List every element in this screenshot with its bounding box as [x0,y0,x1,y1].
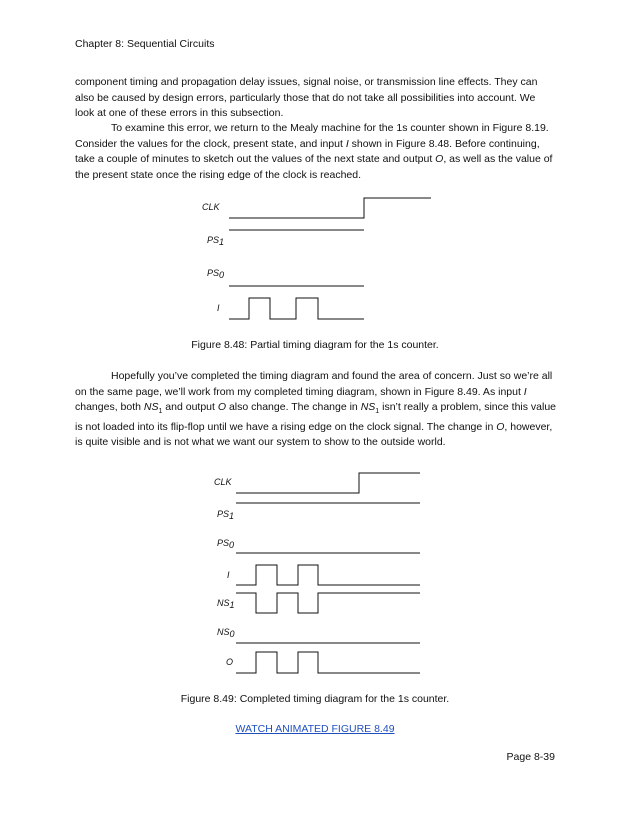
input-i-waveform [236,565,420,585]
clk-waveform [236,473,420,493]
output-o-label: O [226,657,234,667]
output-o-waveform [236,652,420,673]
input-i-label: I [227,570,230,580]
ps1-label: PS1 [217,509,235,521]
paragraph-1: component timing and propagation delay issues, signal noise, or transmission line effects. They can also be caused by design errors, particularly those that do not take all possibilities into account. We look at one of these errors in this subsection. [75,76,538,119]
input-i-waveform [229,298,364,319]
ps0-label: PS0 [217,538,235,550]
watch-animated-figure-link-wrapper [0,723,630,735]
input-i-label: I [217,303,220,313]
ns1-waveform [236,593,420,613]
ns0-label: NS0 [217,627,235,639]
clk-waveform [229,198,431,218]
chapter-header: Chapter 8: Sequential Circuits [75,38,215,50]
figure-8-48-caption: Figure 8.48: Partial timing diagram for the 1s counter. [191,339,439,351]
ps0-label: PS0 [207,268,225,280]
figure-8-49-timing-diagram [0,465,630,680]
paragraph-2: To examine this error, we return to the Mealy machine for the 1s counter shown in Figure 8.19. Consider the values for the clock, present state, and input I shown in Figure 8.48. Before continuing, take a couple of minutes to sketch out the values of the next state and output O, as well as the value of the present state once the rising edge of the clock is reached. [75,122,553,181]
figure-8-48-timing-diagram [0,185,630,325]
ps1-label: PS1 [207,235,225,247]
figure-8-49-caption: Figure 8.49: Completed timing diagram for the 1s counter. [180,693,450,705]
paragraph-3: Hopefully you’ve completed the timing diagram and found the area of concern. Just so we’re all on the same page, we’ll work from my completed timing diagram, shown in Figure 8.49. As input I changes, both $NS_1$ and output O also change. The change in $NS_1$ isn’t really a problem, since this value is not loaded into its flip-flop until we have a rising edge on the clock signal. The change in O, however, is quite visible and is not what we want our system to show to the outside world. [75,370,557,449]
ns1-label: NS1 [217,598,235,610]
clk-label: CLK [202,202,220,212]
watch-animated-figure-link[interactable]: WATCH ANIMATED FIGURE 8.49 [235,723,395,735]
page-number: Page 8-39 [506,751,555,763]
clk-label: CLK [214,477,232,487]
